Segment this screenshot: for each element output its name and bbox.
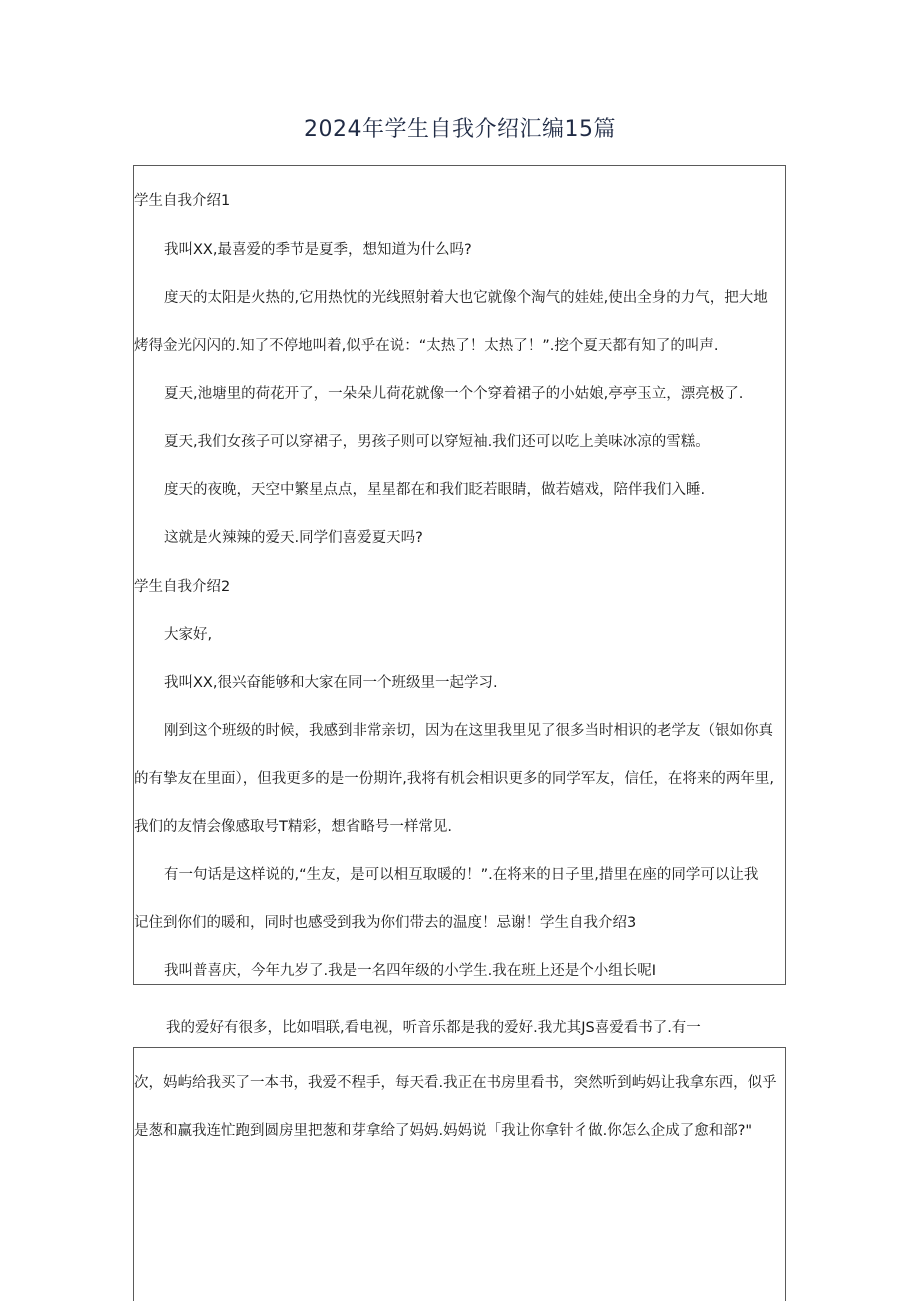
paragraph-line: 度天的太阳是火热的,它用热忱的光线照射着大也它就像个淘气的娃娃,使出全身的力气，把大地 [164, 290, 768, 306]
paragraph-line: 次，妈屿给我买了一本书，我爱不程手，每天看.我正在书房里看书，突然听到屿妈让我拿东西，似乎 [134, 1075, 777, 1091]
paragraph-line: 度天的夜晚，天空中繁星点点，星星都在和我们眨若眼睛，做若嬉戏，陪伴我们入睡. [164, 482, 706, 498]
paragraph-line: 这就是火辣辣的爱天.同学们喜爱夏天吗? [164, 530, 423, 546]
paragraph-line: 的有挚友在里面），但我更多的是一份期许,我将有机会相识更多的同学军友，信任，在将来的两年里, [134, 771, 774, 787]
paragraph-line: 是葱和赢我连忙跑到圆房里把葱和芽拿给了妈妈.妈妈说「我让你拿针彳做.你怎么企成了愈和部?" [134, 1123, 753, 1139]
paragraph-line: 记住到你们的暖和，同时也感受到我为你们带去的温度！忌谢！学生自我介绍3 [134, 915, 637, 931]
paragraph-line-outside: 我的爱好有很多，比如唱联,看电视，听音乐都是我的爱好.我尤其JS喜爱看书了.有一 [166, 1020, 701, 1036]
paragraph-line: 我叫XX,很兴奋能够和大家在同一个班级里一起学习. [164, 675, 498, 691]
section-heading: 学生自我介绍2 [134, 579, 231, 595]
paragraph-line: 大家好, [164, 627, 213, 643]
text-box-continued [133, 1047, 786, 1301]
page-title: 2024年学生自我介绍汇编15篇 [304, 117, 616, 142]
paragraph-line: 有一句话是这样说的,“生友，是可以相互取暖的！”.在将来的日子里,措里在座的同学可以让我 [164, 867, 759, 883]
paragraph-line: 我叫普喜庆，今年九岁了.我是一名四年级的小学生.我在班上还是个小组长呢I [164, 963, 656, 979]
section-heading: 学生自我介绍1 [134, 193, 231, 209]
paragraph-line: 刚到这个班级的时候，我感到非常亲切，因为在这里我里见了很多当时相识的老学友（银如你真 [164, 723, 773, 739]
text-box-main [133, 165, 786, 985]
paragraph-line: 我们的友情会像感取号T精彩，想省略号一样常见. [134, 819, 452, 835]
paragraph-line: 夏天,池塘里的荷花开了，一朵朵儿荷花就像一个个穿着裙子的小姑娘,亭亭玉立，漂亮极了. [164, 386, 744, 402]
paragraph-line: 我叫XX,最喜爱的季节是夏季，想知道为什么吗? [164, 242, 472, 258]
paragraph-line: 夏天,我们女孩子可以穿裙子，男孩子则可以穿短袖.我们还可以吃上美味冰凉的雪糕。 [164, 434, 710, 450]
paragraph-line: 烤得金光闪闪的.知了不停地叫着,似乎在说：“太热了！太热了！”.挖个夏天都有知了的叫声. [134, 338, 719, 354]
